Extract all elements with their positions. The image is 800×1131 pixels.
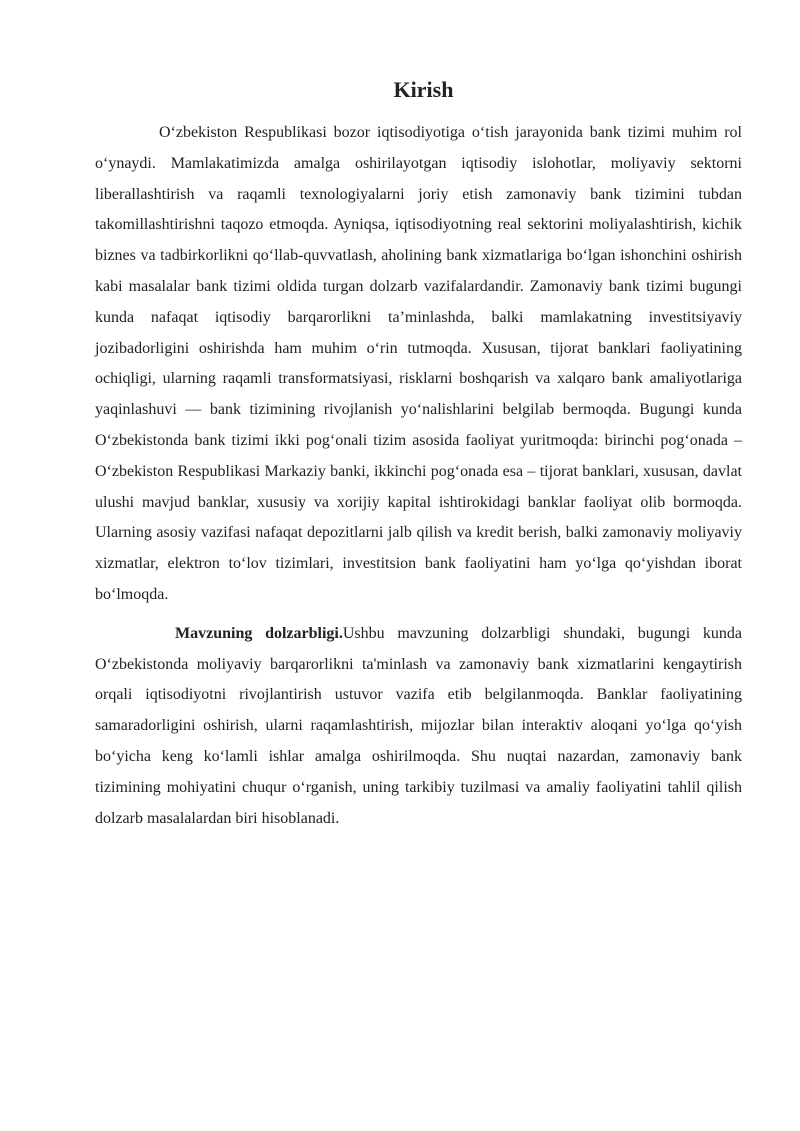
intro-paragraph: O‘zbekiston Respublikasi bozor iqtisodiyotiga o‘tish jarayonida bank tizimi muhim rol o‘ynaydi. Mamlakatimizda amalga oshirilayotgan iqtisodiy islohotlar, moliyaviy sektorni liberallashtirish va raqamli texnologiyalarni joriy etish zamonaviy bank tizimini tubdan takomillashtirishni taqozo etmoqda. Ayniqsa, iqtisodiyotning real sektorini moliyalashtirish, kichik biznes va tadbirkorlikni qo‘llab-quvvatlash, aholining bank xizmatlariga bo‘lgan ishonchini oshirish kabi masalalar bank tizimi oldida turgan dolzarb vazifalardandir. Zamonaviy bank tizimi bugungi kunda nafaqat iqtisodiy barqarorlikni ta’minlashda, balki mamlakatning investitsiyaviy jozibadorligini oshirishda ham muhim o‘rin tutmoqda. Xususan, tijorat banklari faoliyatining ochiqligi, ularning raqamli transformatsiyasi, risklarni boshqarish va xalqaro bank amaliyotlariga yaqinlashuvi — bank tizimining rivojlanish yo‘nalishlarini belgilab bermoqda. Bugungi kunda O‘zbekistonda bank tizimi ikki pog‘onali tizim asosida faoliyat yuritmoqda: birinchi pog‘onada – O‘zbekiston Respublikasi Markaziy banki, ikkinchi pog‘onada esa – tijorat banklari, xususan, davlat ulushi mavjud banklar, xususiy va xorijiy kapital ishtirokidagi banklar faoliyat olib bormoqda. Ularning asosiy vazifasi nafaqat depozitlarni jalb qilish va kredit berish, balki zamonaviy moliyaviy xizmatlar, elektron to‘lov tizimlari, investitsion bank faoliyatini ham yo‘lga qo‘yishdan iborat bo‘lmoqda. <box>95 124 742 603</box>
relevance-heading: Mavzuning dolzarbligi. <box>175 624 343 642</box>
relevance-paragraph <box>95 619 742 835</box>
document-page <box>95 74 742 834</box>
document-title: Kirish <box>393 77 454 102</box>
relevance-text: Ushbu mavzuning dolzarbligi shundaki, bugungi kunda O‘zbekistonda moliyaviy barqarorlikni ta'minlash va zamonaviy bank xizmatlarini kengaytirish orqali iqtisodiyotni rivojlantirish ustuvor vazifa etib belgilanmoqda. Banklar faoliyatining samaradorligini oshirish, ularni raqamlashtirish, mijozlar bilan interaktiv aloqani yo‘lga qo‘yish bo‘yicha keng ko‘lamli ishlar amalga oshirilmoqda. Shu nuqtai nazardan, zamonaviy bank tizimining mohiyatini chuqur o‘rganish, uning tarkibiy tuzilmasi va amaliy faoliyatini tahlil qilish dolzarb masalalardan biri hisoblanadi. <box>95 624 742 827</box>
